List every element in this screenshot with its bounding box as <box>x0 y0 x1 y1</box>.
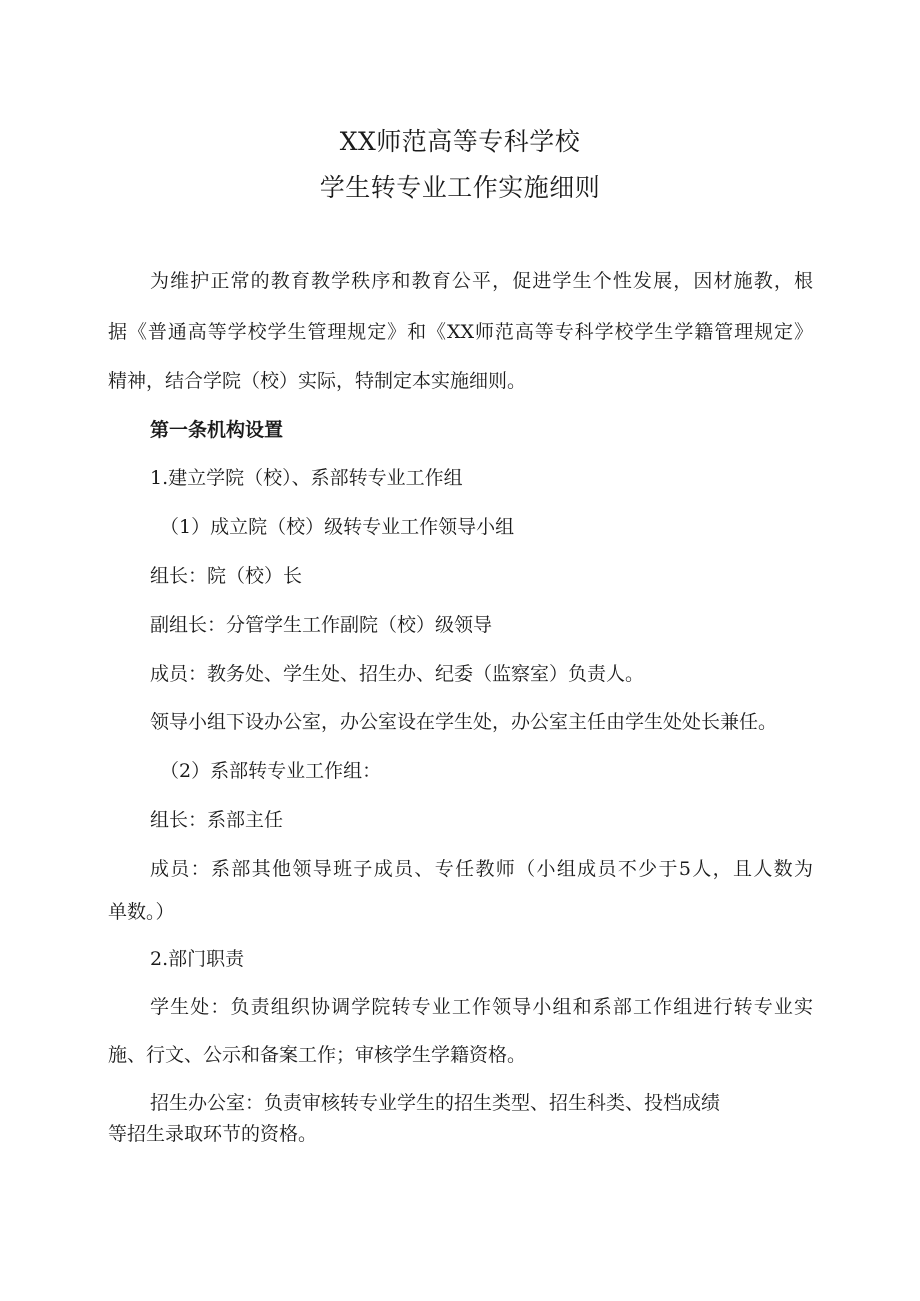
office-line: 领导小组下设办公室，办公室设在学生处，办公室主任由学生处处长兼任。 <box>150 711 778 733</box>
admission-office-line2: 等招生录取环节的资格。 <box>108 1123 318 1145</box>
dept-members-line1: 成员：系部其他领导班子成员、专任教师（小组成员不少于5人，且人数为 <box>150 858 813 880</box>
dept-members-line2: 单数。） <box>108 901 175 923</box>
deputy-line: 副组长：分管学生工作副院（校）级领导 <box>150 614 493 636</box>
intro-line2: 据《普通高等学校学生管理规定》和《XX师范高等专科学校学生学籍管理规定》 <box>108 321 813 343</box>
intro-line1: 为维护正常的教育教学秩序和教育公平，促进学生个性发展，因材施教，根 <box>150 270 813 292</box>
admission-office-line1: 招生办公室：负责审核转专业学生的招生类型、招生科类、投档成绩 <box>150 1092 721 1114</box>
members-line: 成员：教务处、学生处、招生办、纪委（监察室）负责人。 <box>150 663 645 685</box>
dept-leader-line: 组长：系部主任 <box>150 809 284 831</box>
item2-heading: 2.部门职责 <box>150 948 245 970</box>
item1-heading: 1.建立学院（校）、系部转专业工作组 <box>150 467 463 489</box>
intro-line3: 精神，结合学院（校）实际，特制定本实施细则。 <box>108 370 527 392</box>
document-title-line2: 学生转专业工作实施细则 <box>319 173 601 202</box>
article1-heading: 第一条机构设置 <box>150 419 284 441</box>
leader-line: 组长：院（校）长 <box>150 565 303 587</box>
sub2-heading: （2）系部转专业工作组： <box>160 760 382 782</box>
student-office-line1: 学生处：负责组织协调学院转专业工作领导小组和系部工作组进行转专业实 <box>150 996 813 1018</box>
sub1-heading: （1）成立院（校）级转专业工作领导小组 <box>160 516 515 538</box>
document-title-line1: XX师范高等专科学校 <box>339 127 581 156</box>
student-office-line2: 施、行文、公示和备案工作；审核学生学籍资格。 <box>108 1044 527 1066</box>
